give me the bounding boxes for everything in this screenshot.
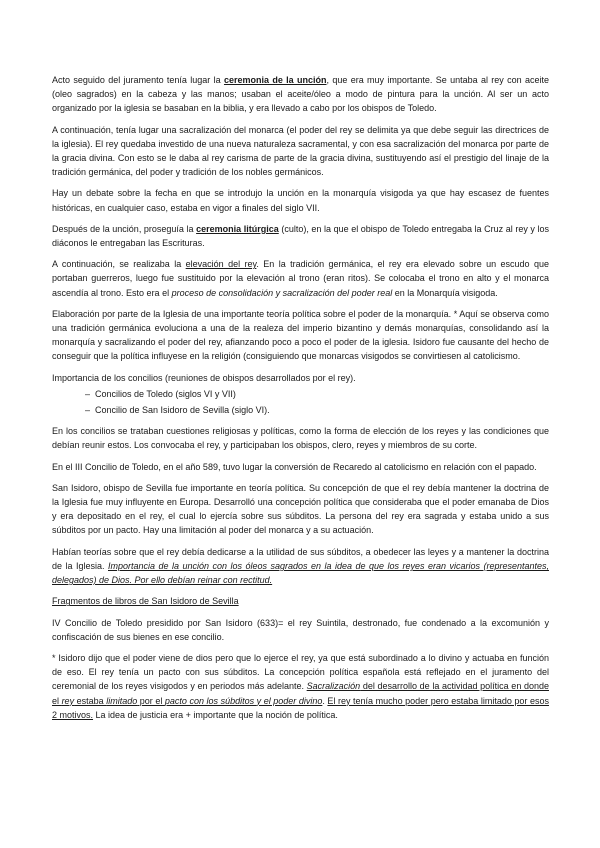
paragraph-liturgica [52,222,549,250]
paragraph-isidoro-dijo [52,651,549,722]
list-item: – Concilio de San Isidoro de Sevilla (siglo VI). [85,403,549,417]
paragraph-concilios-intro: Importancia de los concilios (reuniones de obispos desarrollados por el rey). [52,372,356,383]
concilios-list [52,387,549,417]
term-ceremonia-liturgica: ceremonia litúrgica [196,223,279,234]
text: Habían teorías sobre que el rey debía dedicarse a la utilidad de sus súbditos, a obedecer las leyes y a mantener la doctrina de la Iglesia. [52,546,549,571]
paragraph-uncion [52,73,549,116]
text: , que era muy importante. Se untaba al rey con aceite (oleo sagrados) en la cabeza y las manos; usaban el aceite/óleo a modo de pintura para la unción. Al ser un acto organizado por la iglesia se basaban en la biblia, y era llevado a cabo por los obispos de Toledo. [52,75,550,114]
emphasis: rey [61,695,75,706]
paragraph-iii-concilio: En el III Concilio de Toledo, en el año 589, tuvo lugar la conversión de Recaredo al catolicismo en relación con el papado. [52,461,537,472]
paragraph-elevacion [52,257,549,300]
emphasis: por el [137,695,165,706]
paragraph-sacralizacion: A continuación, tenía lugar una sacralización del monarca (el poder del rey se delimita ya que debe seguir las directrices de la iglesia). El rey quedaba investido de una nueva naturaleza sacramental, y con esa sacralización del monarca por parte de la gracia divina. Con esto se le daba al rey carisma de parte de la gracia divina, sustituyendo así el prestigio del linaje de la tradición germánica, del poder y tradición de los nobles germánicos. [52,124,549,178]
term-proceso-consolidacion: proceso de consolidación y sacralización del poder real [171,287,393,298]
emphasis: pacto con los súbditos y el poder divino [164,695,323,706]
paragraph-cuestiones: En los concilios se trataban cuestiones religiosas y políticas, como la forma de elección de los reyes y las condiciones que debían reunir estos. Los convocaba el rey, y participaban los obispos, clero, reyes y miembros de su corte. [52,426,549,451]
emphasis: del desarrollo de la actividad política en donde el [52,681,549,706]
section-heading: Fragmentos de libros de San Isidoro de Sevilla [52,596,239,607]
text: La idea de justicia era + importante que la noción de política. [93,709,338,720]
text: Acto seguido del juramento tenía lugar la [52,75,224,85]
emphasis: estaba [74,695,107,706]
emphasis-poder-limitado: El rey tenía mucho poder pero estaba limitado por esos 2 motivos. [52,695,549,720]
paragraph-iv-concilio: IV Concilio de Toledo presidido por San Isidoro (633)= el rey Suintila, destronado, fue condenado a la excomunión y confiscación de sus bienes en ese concilio. [52,617,549,642]
paragraph-san-isidoro: San Isidoro, obispo de Sevilla fue importante en teoría política. Su concepción de que el rey debía mantener la doctrina de la Iglesia fue muy influyente en Europa. Desarrolló una concepción política que consideraba que el poder emanaba de Dios y era depositado en el rey, el cual lo ejercía sobre sus súbditos. La persona del rey era sagrada y estaba unido a sus súbditos por un pacto. Hay una limitación al poder del monarca y a su actuación. [52,482,549,536]
emphasis-importancia-uncion: Importancia de la unción con los óleos sagrados en la idea de que los reyes eran vicarios (representantes, delegados) de Dios. Por ello debían reinar con rectitud. [52,560,549,586]
term-ceremonia-uncion: ceremonia de la unción [223,75,327,85]
emphasis: Sacralización [306,681,361,692]
text: . En la tradición germánica, el rey era elevado sobre un escudo que portaban guerreros, luego fue sustituido por la elevación al trono (eran ritos). Se colocaba el trono en alto y el monarca ascendía al trono. Esto era el [52,259,549,298]
paragraph-debate: Hay un debate sobre la fecha en que se introdujo la unción en la monarquía visigoda ya que hay escasez de fuentes históricas, en cualquier caso, estaba en vigor a finales del siglo VII. [52,188,549,213]
text: (culto), en la que el obispo de Toledo entregaba la Cruz al rey y los diáconos le entregaban las Escrituras. [52,223,549,249]
text: A continuación, se realizaba la [52,259,186,270]
text: en la Monarquía visigoda. [392,287,498,298]
term-elevacion-rey: elevación del rey [185,259,257,270]
paragraph-teoria-politica: Elaboración por parte de la Iglesia de una importante teoría política sobre el poder de la monarquía. * Aquí se observa como una tradición germánica evoluciona a una de la realeza del imperio bizantino y demás monarquías, consolidando así la monarquía y sacralizando el poder del rey, afianzando poco a poco el poder de la iglesia. Isidoro fue causante del hecho de conseguir que la política influyese en la religión (consiguiendo que monarcas visigodos se convirtiesen al catolicismo. [52,308,549,362]
text: Después de la unción, proseguía la [52,223,197,234]
emphasis: limitado [106,695,138,706]
document-page [52,73,549,729]
text: . [322,695,328,706]
paragraph-teorias [52,545,549,588]
text: * Isidoro dijo que el poder viene de dios pero que lo ejerce el rey, ya que está subordinado a lo divino y actuaba en función de eso. El rey tenía un pacto con sus súbditos. La concepción política española está reflejado en el juramento del ceremonial de los reyes visigodos y en periodos más adelante. [52,652,549,692]
list-item: – Concilios de Toledo (siglos VI y VII) [85,387,549,401]
